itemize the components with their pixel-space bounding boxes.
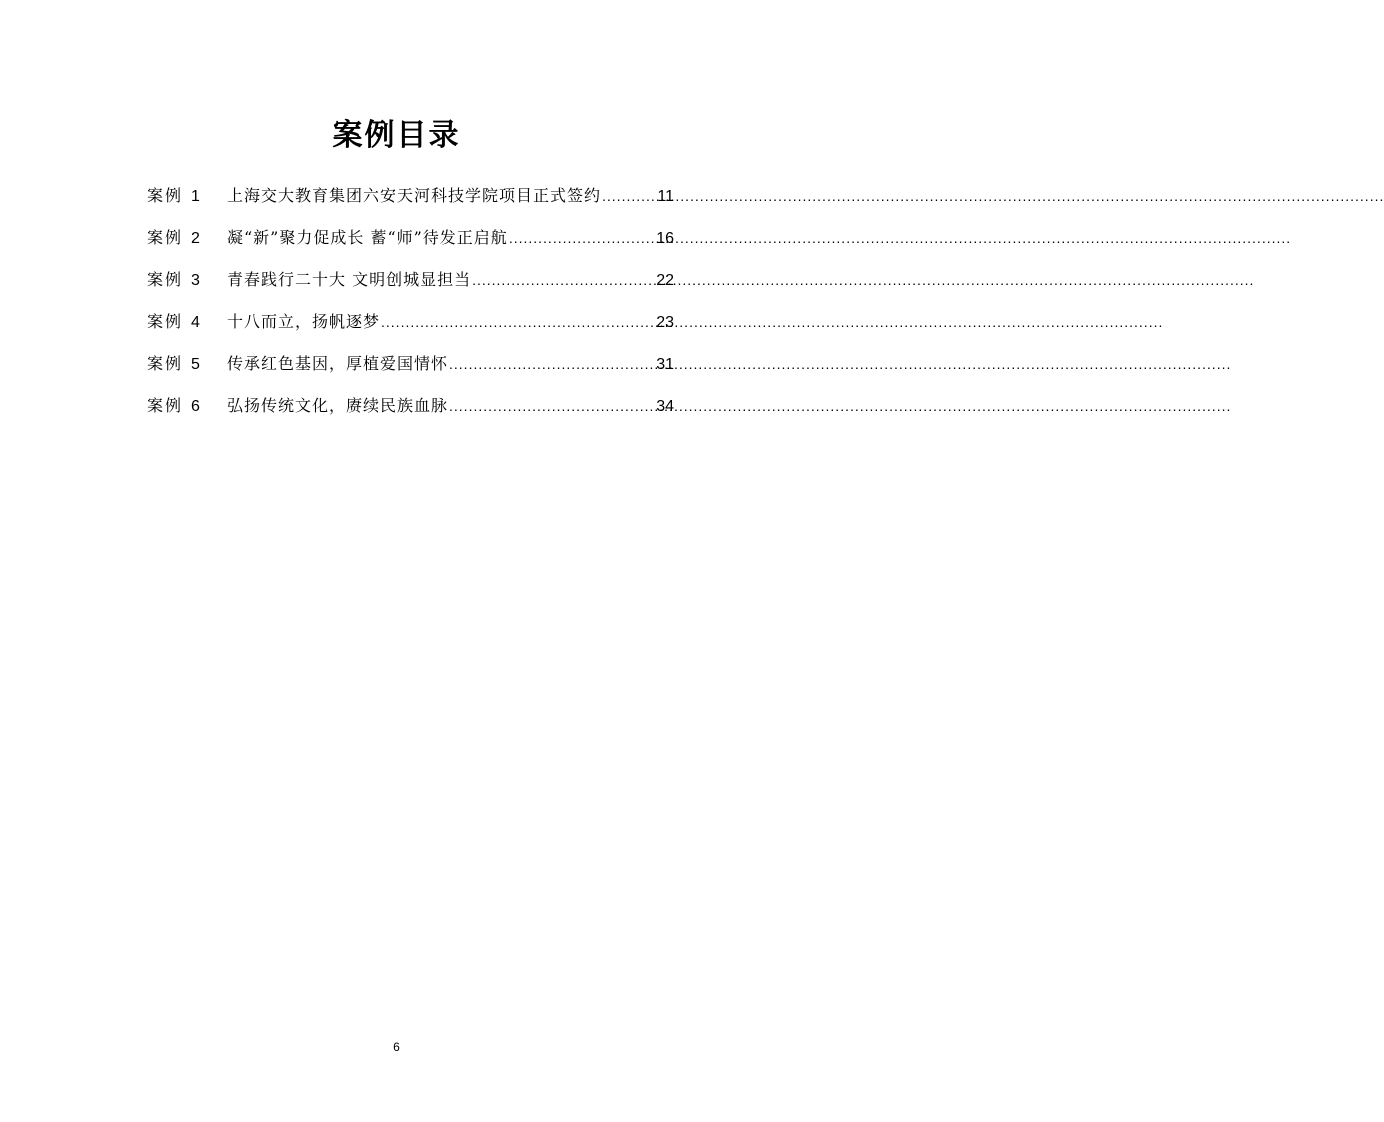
toc-page-ref: 11: [657, 188, 674, 205]
toc-entry-3[interactable]: [147, 266, 674, 308]
toc-case-number: 4: [191, 314, 200, 331]
toc-case-number: 1: [191, 188, 200, 205]
toc-case-number: 3: [191, 272, 200, 289]
toc-page-ref: 31: [656, 356, 674, 373]
toc-dot-leader: [448, 392, 656, 420]
toc-entry-6[interactable]: [147, 392, 674, 434]
toc-case-number: 6: [191, 398, 200, 415]
toc-entry-5[interactable]: [147, 350, 674, 392]
toc-page-ref: 23: [656, 314, 674, 331]
toc-entry-2[interactable]: [147, 224, 674, 266]
toc-case-label: 案例: [147, 396, 184, 415]
toc-case-label: 案例: [147, 354, 184, 373]
toc-case-number: 2: [191, 230, 200, 247]
toc-case-label: 案例: [147, 228, 184, 247]
toc-entry-title: 上海交大教育集团六安天河科技学院项目正式签约: [227, 186, 602, 205]
toc-case-label: 案例: [147, 270, 184, 289]
toc-entry-1[interactable]: [147, 182, 674, 224]
toc-case-label: 案例: [147, 186, 184, 205]
toc-page-ref: 22: [656, 272, 674, 289]
page-title: 案例目录: [332, 118, 461, 153]
page-number: 6: [393, 1040, 400, 1054]
toc-dot-leader: [508, 224, 656, 252]
toc-case-label: 案例: [147, 312, 184, 331]
toc-entry-title: 凝“新”聚力促成长 蓄“师”待发正启航: [227, 228, 508, 247]
toc-page-ref: 34: [656, 398, 674, 415]
toc-dot-leader: [448, 350, 656, 378]
toc-entry-4[interactable]: [147, 308, 674, 350]
table-of-contents: [147, 182, 674, 434]
toc-entry-title: 传承红色基因，厚植爱国情怀: [227, 354, 449, 373]
toc-entry-title: 弘扬传统文化，赓续民族血脉: [227, 396, 449, 415]
toc-page-ref: 16: [656, 230, 674, 247]
toc-entry-title: 青春践行二十大 文明创城显担当: [227, 270, 472, 289]
toc-dot-leader: [380, 308, 656, 336]
toc-entry-title: 十八而立，扬帆逐梦: [227, 312, 381, 331]
toc-case-number: 5: [191, 356, 200, 373]
toc-dot-leader: [601, 182, 657, 210]
toc-dot-leader: [471, 266, 656, 294]
